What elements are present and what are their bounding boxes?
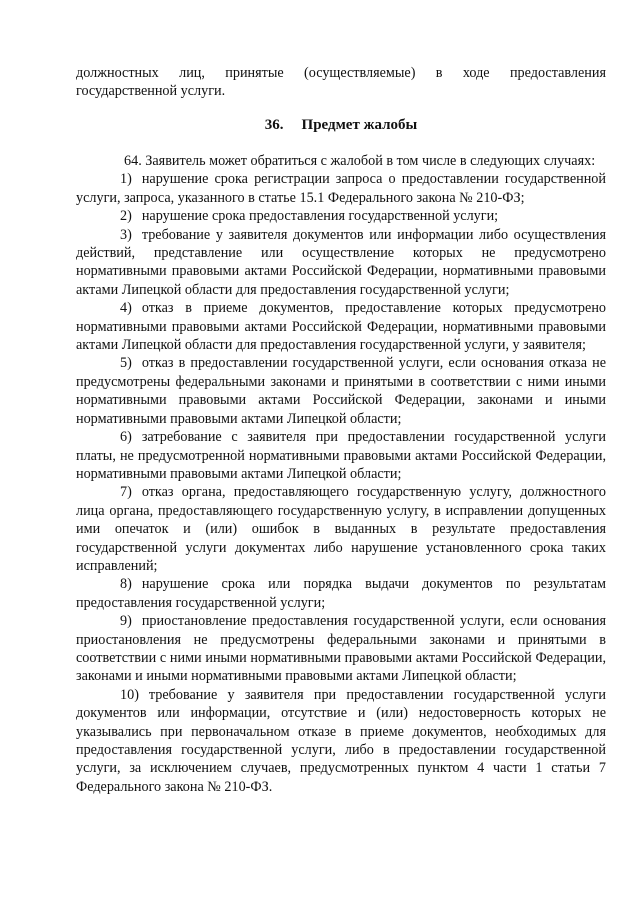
item-label: 6) <box>120 429 132 446</box>
section-title: Предмет жалобы <box>301 117 418 133</box>
list-item <box>76 483 606 575</box>
item-label: 5) <box>120 355 132 372</box>
list-item <box>76 207 606 225</box>
item-label: 2) <box>120 208 132 225</box>
item-text: требование у заявителя документов или информации либо осуществления действий, представление или осуществление которых не предусмотрено нормативными правовыми актами Российской Федерации, нормативными правовыми актами Липецкой области для предоставления государственной услуги; <box>76 226 606 298</box>
clause-64: 64. Заявитель может обратиться с жалобой в том числе в следующих случаях: <box>124 153 596 169</box>
item-text: нарушение срока предоставления государственной услуги; <box>141 208 499 225</box>
item-text: нарушение срока или порядка выдачи документов по результатам предоставления государственной услуги; <box>76 576 606 611</box>
item-text: отказ в приеме документов, предоставление которых предусмотрено нормативными правовыми актами Российской Федерации, нормативными правовыми актами Липецкой области для предоставления государственной услуги, у заявителя; <box>76 300 606 354</box>
list-item <box>76 612 606 686</box>
list-item <box>76 354 606 428</box>
item-label: 10) <box>120 686 139 703</box>
item-text: отказ органа, предоставляющего государственную услугу, должностного лица органа, предоставляющего государственную услугу, в исправлении допущенных ими опечаток и (или) ошибок в выданных в результате предоставления государственной услуги документах либо нарушение установленного срока таких исправлений; <box>76 484 606 574</box>
item-text: нарушение срока регистрации запроса о предоставлении государственной услуги, запроса, указанного в статье 15.1 Федерального закона № 210-ФЗ; <box>76 171 606 206</box>
list-item <box>76 170 606 207</box>
item-label: 4) <box>120 300 132 317</box>
item-text: затребование с заявителя при предоставлении государственной услуги платы, не предусмотренной нормативными правовыми актами Российской Федерации, нормативными правовыми актами Липецкой области; <box>76 429 606 482</box>
item-label: 3) <box>120 226 132 243</box>
item-label: 7) <box>120 484 132 501</box>
item-label: 1) <box>120 171 132 188</box>
intro-paragraph <box>76 64 606 101</box>
item-label: 8) <box>120 576 132 593</box>
item-label: 9) <box>120 613 132 630</box>
section-heading <box>76 116 606 134</box>
list-item <box>76 299 606 354</box>
section-number: 36. <box>264 117 284 133</box>
item-text: требование у заявителя при предоставлении государственной услуги документов или информации, отсутствие и (или) недостоверность которых не указывались при первоначальном отказе в приеме документов, необходимых для предоставления государственной услуги, либо в предоставлении государственной услуги, за исключением случаев, предусмотренных пунктом 4 части 1 статьи 7 Федерального закона № 210-ФЗ. <box>76 686 606 795</box>
list-item <box>76 226 606 300</box>
item-text: отказ в предоставлении государственной услуги, если основания отказа не предусмотрены федеральными законами и принятыми в соответствии с ними иными нормативными правовыми актами Российской Федерации, законами и иными нормативными правовыми актами Липецкой области; <box>76 355 606 427</box>
complaint-list <box>76 152 606 796</box>
list-item <box>76 575 606 612</box>
intro-text: должностных лиц, принятые (осуществляемые) в ходе предоставления государственной услуги. <box>76 65 606 100</box>
list-item <box>76 686 606 796</box>
list-item <box>76 428 606 483</box>
item-text: приостановление предоставления государственной услуги, если основания приостановления не предусмотрены федеральными законами и принятыми в соответствии с ними иными нормативными правовыми актами Российской Федерации, законами и иными нормативными правовыми актами Липецкой области; <box>76 613 606 685</box>
